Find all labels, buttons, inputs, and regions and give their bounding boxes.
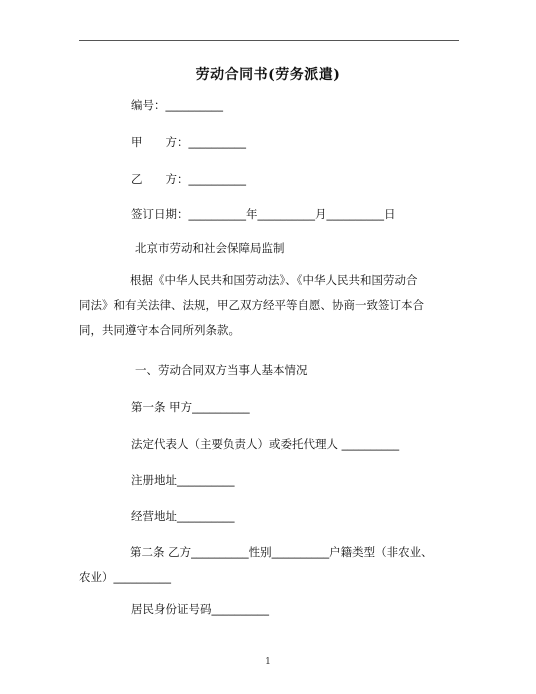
- page-number: 1: [265, 657, 271, 667]
- preamble-line: 同，共同遵守本合同所列条款。: [79, 323, 240, 337]
- article-1: 第一条 甲方__________: [131, 400, 250, 414]
- sign-date-field: 签订日期：__________年__________月__________日: [131, 207, 396, 221]
- legal-representative-field: 法定代表人（主要负责人）或委托代理人 __________: [131, 437, 400, 451]
- party-b-field: 乙 方：__________: [131, 172, 246, 186]
- header-rule: [79, 40, 459, 41]
- section-heading: 一、劳动合同双方当事人基本情况: [135, 363, 308, 377]
- article-2-line: 第二条 乙方__________性别__________户籍类型（非农业、: [130, 545, 433, 559]
- article-2-line: 农业）__________: [79, 570, 171, 584]
- document-title: 劳动合同书(劳务派遣): [195, 67, 341, 83]
- party-a-field: 甲 方：__________: [131, 135, 246, 149]
- business-address-field: 经营地址__________: [131, 509, 235, 523]
- registered-address-field: 注册地址__________: [131, 473, 235, 487]
- id-number-field: 居民身份证号码__________: [131, 602, 269, 616]
- preamble-line: 根据《中华人民共和国劳动法》、《中华人民共和国劳动合: [130, 273, 418, 287]
- supervisor-note: 北京市劳动和社会保障局监制: [135, 241, 285, 255]
- contract-number-field: 编号：__________: [131, 98, 223, 112]
- preamble-line: 同法》和有关法律、法规，甲乙双方经平等自愿、协商一致签订本合: [79, 298, 424, 312]
